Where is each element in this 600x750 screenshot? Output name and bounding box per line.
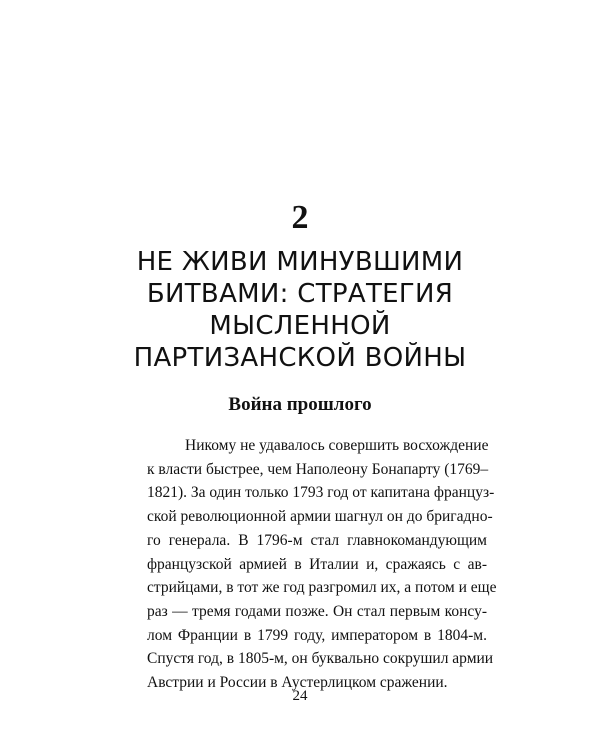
page-number: 24 — [292, 688, 308, 704]
paragraph-line: Спустя год, в 1805-м, он буквально сокрушил армии — [147, 650, 494, 668]
chapter-title-line: БИТВАМИ: СТРАТЕГИЯ — [146, 279, 454, 309]
chapter-title-line: НЕ ЖИВИ МИНУВШИМИ — [136, 247, 464, 277]
chapter-number: 2 — [291, 199, 309, 236]
paragraph-line: ской революционной армии шагнул он до бригадно- — [147, 508, 493, 526]
paragraph-line: лом Франции в 1799 году, императором в 1804-м. — [147, 626, 487, 644]
chapter-title — [0, 246, 600, 374]
paragraph-line: 1821). За один только 1793 год от капитана француз- — [147, 484, 495, 502]
paragraph-line: го генерала. В 1796-м стал главнокомандующим — [147, 531, 487, 549]
chapter-title-line: ПАРТИЗАНСКОЙ ВОЙНЫ — [133, 343, 467, 373]
body-paragraph — [147, 434, 497, 695]
paragraph-line: Никому не удавалось совершить восхождение — [185, 437, 489, 454]
paragraph-line: Австрии и России в Аустерлицком сражении. — [147, 674, 448, 692]
chapter-title-line: МЫСЛЕННОЙ — [209, 311, 391, 341]
paragraph-line: раз — тремя годами позже. Он стал первым консу- — [147, 602, 487, 620]
paragraph-line: к власти быстрее, чем Наполеону Бонапарту (1769– — [147, 460, 489, 478]
section-heading: Война прошлого — [228, 394, 372, 415]
paragraph-line: французской армией в Италии и, сражаясь с ав- — [147, 555, 487, 573]
paragraph-line: стрийцами, в тот же год разгромил их, а потом и еще — [147, 579, 497, 597]
